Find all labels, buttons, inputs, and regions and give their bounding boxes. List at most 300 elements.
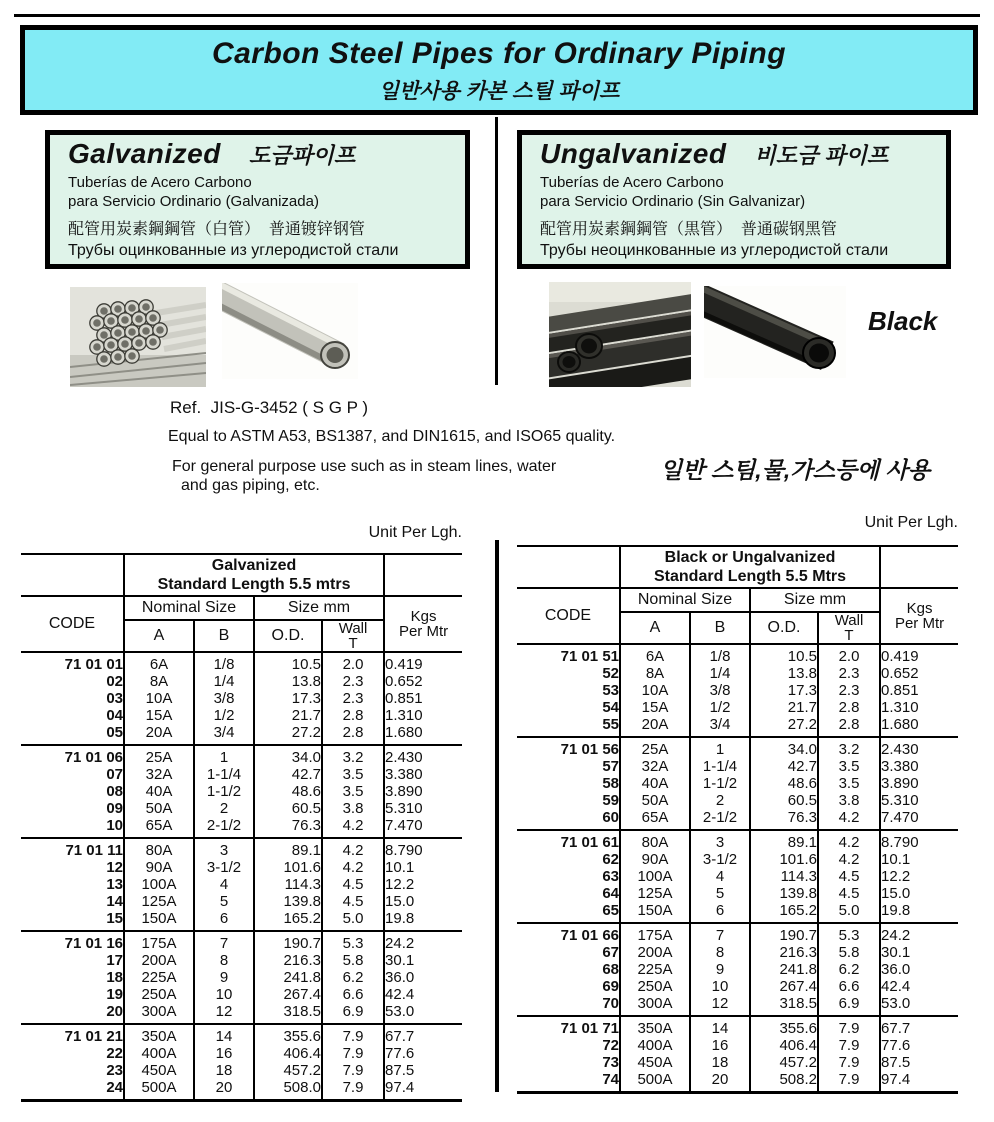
cell-od: 60.5: [750, 792, 818, 809]
cell-nominal-b: 10: [690, 978, 750, 995]
cell-od: 457.2: [254, 1062, 322, 1079]
cell-nominal-a: 100A: [124, 876, 194, 893]
cell-od: 355.6: [750, 1016, 818, 1037]
cell-od: 48.6: [254, 783, 322, 800]
cell-wall-t: 7.9: [322, 1079, 384, 1101]
cell-code: 71 01 71: [560, 1020, 619, 1037]
ungalvanized-chinese-line: 配管用炭素鋼鋼管（黒管） 普通碳钢黑管: [540, 221, 837, 238]
table-span-header: Galvanized Standard Length 5.5 mtrs: [124, 554, 384, 596]
cell-nominal-a: 10A: [620, 682, 690, 699]
cell-nominal-a: 200A: [620, 944, 690, 961]
cell-wall-t: 5.8: [818, 944, 880, 961]
cell-code: 64: [602, 885, 619, 902]
galvanized-title-row: [68, 138, 465, 170]
cell-nominal-b: 6: [690, 902, 750, 923]
cell-kgs-per-mtr: 87.5: [384, 1062, 462, 1079]
cell-nominal-b: 5: [194, 893, 254, 910]
table-row-group: [517, 1016, 958, 1093]
cell-nominal-b: 1/4: [690, 665, 750, 682]
ungalvanized-table-wrap: [517, 545, 958, 1094]
cell-wall-t: 3.2: [322, 745, 384, 766]
galvanized-table: [21, 553, 462, 1102]
cell-wall-t: 3.2: [818, 737, 880, 758]
cell-nominal-a: 6A: [620, 644, 690, 665]
table-row: [517, 885, 958, 902]
cell-od: 10.5: [254, 652, 322, 673]
table-row: [21, 1079, 462, 1101]
ungalvanized-info-box: [517, 130, 951, 269]
table-row: [517, 665, 958, 682]
table-row: [21, 652, 462, 673]
cell-od: 34.0: [254, 745, 322, 766]
cell-od: 76.3: [750, 809, 818, 830]
table-row: [21, 838, 462, 859]
cell-kgs-per-mtr: 77.6: [880, 1037, 958, 1054]
column-header-wall-t: Wall T: [322, 620, 384, 652]
cell-nominal-b: 3-1/2: [194, 859, 254, 876]
cell-od: 216.3: [254, 952, 322, 969]
cell-wall-t: 5.8: [322, 952, 384, 969]
cell-code: 71 01 06: [64, 749, 123, 766]
cell-nominal-b: 1-1/4: [194, 766, 254, 783]
cell-kgs-per-mtr: 87.5: [880, 1054, 958, 1071]
purpose-note-line1: For general purpose use such as in steam lines, water: [172, 458, 557, 475]
cell-nominal-b: 10: [194, 986, 254, 1003]
cell-kgs-per-mtr: 7.470: [880, 809, 958, 830]
cell-code: 05: [106, 724, 123, 741]
cell-nominal-a: 175A: [124, 931, 194, 952]
table-row: [517, 944, 958, 961]
cell-od: 101.6: [254, 859, 322, 876]
cell-nominal-a: 90A: [620, 851, 690, 868]
table-row: [21, 673, 462, 690]
table-row-group: [21, 1024, 462, 1101]
cell-nominal-a: 50A: [620, 792, 690, 809]
table-row: [517, 758, 958, 775]
galvanized-spanish-line2: para Servicio Ordinario (Galvanizada): [68, 193, 319, 210]
column-header-code: CODE: [48, 615, 96, 632]
cell-wall-t: 3.5: [322, 783, 384, 800]
cell-nominal-a: 80A: [620, 830, 690, 851]
cell-code: 68: [602, 961, 619, 978]
cell-nominal-b: 16: [690, 1037, 750, 1054]
cell-nominal-b: 2-1/2: [194, 817, 254, 838]
cell-code: 20: [106, 1003, 123, 1020]
center-divider-tables: [495, 540, 499, 1092]
cell-kgs-per-mtr: 42.4: [880, 978, 958, 995]
cell-code: 19: [106, 986, 123, 1003]
cell-code: 71 01 61: [560, 834, 619, 851]
cell-code: 57: [602, 758, 619, 775]
cell-nominal-a: 125A: [620, 885, 690, 902]
cell-kgs-per-mtr: 1.310: [880, 699, 958, 716]
cell-wall-t: 4.5: [818, 885, 880, 902]
cell-od: 457.2: [750, 1054, 818, 1071]
cell-wall-t: 2.3: [322, 690, 384, 707]
table-row-group: [21, 745, 462, 838]
cell-code: 72: [602, 1037, 619, 1054]
cell-kgs-per-mtr: 97.4: [384, 1079, 462, 1101]
cell-code: 10: [106, 817, 123, 834]
cell-od: 318.5: [254, 1003, 322, 1024]
cell-kgs-per-mtr: 0.851: [384, 690, 462, 707]
cell-kgs-per-mtr: 12.2: [384, 876, 462, 893]
cell-wall-t: 2.3: [818, 682, 880, 699]
column-header-nominal-size: Nominal Size: [124, 596, 254, 620]
cell-kgs-per-mtr: 12.2: [880, 868, 958, 885]
table-row: [21, 910, 462, 931]
table-row: [517, 1054, 958, 1071]
table-row: [21, 724, 462, 745]
cell-od: 10.5: [750, 644, 818, 665]
cell-kgs-per-mtr: 15.0: [880, 885, 958, 902]
column-header-kgs-per-mtr: Kgs Per Mtr: [880, 588, 958, 644]
cell-wall-t: 3.8: [818, 792, 880, 809]
cell-nominal-b: 16: [194, 1045, 254, 1062]
table-row-group: [517, 830, 958, 923]
cell-nominal-b: 5: [690, 885, 750, 902]
cell-code: 04: [106, 707, 123, 724]
table-row: [517, 699, 958, 716]
galvanized-title-korean: 도금파이프: [248, 143, 356, 168]
ungalvanized-spanish-line1: Tuberías de Acero Carbono: [540, 174, 724, 191]
cell-code: 09: [106, 800, 123, 817]
table-row: [21, 1062, 462, 1079]
cell-od: 48.6: [750, 775, 818, 792]
cell-kgs-per-mtr: 42.4: [384, 986, 462, 1003]
cell-wall-t: 2.8: [818, 699, 880, 716]
cell-wall-t: 3.5: [818, 775, 880, 792]
cell-od: 406.4: [254, 1045, 322, 1062]
cell-nominal-b: 1/4: [194, 673, 254, 690]
cell-od: 76.3: [254, 817, 322, 838]
cell-nominal-a: 400A: [620, 1037, 690, 1054]
cell-code: 14: [106, 893, 123, 910]
cell-od: 27.2: [750, 716, 818, 737]
cell-code: 03: [106, 690, 123, 707]
galvanized-chinese-line: 配管用炭素鋼鋼管（白管） 普通镀锌钢管: [68, 221, 365, 238]
cell-wall-t: 4.2: [818, 830, 880, 851]
cell-od: 508.2: [750, 1071, 818, 1093]
cell-code: 12: [106, 859, 123, 876]
column-header-a: A: [620, 612, 690, 644]
cell-code: 55: [602, 716, 619, 733]
cell-wall-t: 7.9: [818, 1054, 880, 1071]
cell-od: 17.3: [750, 682, 818, 699]
ungalvanized-title-korean: 비도금 파이프: [754, 143, 889, 168]
unit-per-length-label-right: Unit Per Lgh.: [864, 514, 958, 531]
galvanized-spanish-line1: Tuberías de Acero Carbono: [68, 174, 252, 191]
cell-od: 114.3: [254, 876, 322, 893]
cell-wall-t: 2.8: [818, 716, 880, 737]
table-row: [21, 986, 462, 1003]
cell-nominal-a: 300A: [124, 1003, 194, 1024]
galvanized-russian-line: Трубы оцинкованные из углеродистой стали: [68, 242, 399, 259]
cell-nominal-a: 200A: [124, 952, 194, 969]
cell-nominal-b: 14: [690, 1016, 750, 1037]
cell-kgs-per-mtr: 5.310: [384, 800, 462, 817]
cell-kgs-per-mtr: 7.470: [384, 817, 462, 838]
cell-nominal-a: 250A: [620, 978, 690, 995]
table-row: [21, 859, 462, 876]
cell-nominal-a: 25A: [124, 745, 194, 766]
galvanized-pipe-photo: [222, 283, 358, 384]
cell-od: 101.6: [750, 851, 818, 868]
cell-kgs-per-mtr: 53.0: [880, 995, 958, 1016]
cell-nominal-a: 125A: [124, 893, 194, 910]
cell-kgs-per-mtr: 3.380: [384, 766, 462, 783]
cell-kgs-per-mtr: 3.890: [384, 783, 462, 800]
cell-kgs-per-mtr: 24.2: [384, 931, 462, 952]
table-row: [517, 923, 958, 944]
table-row: [21, 876, 462, 893]
cell-code: 17: [106, 952, 123, 969]
cell-od: 139.8: [254, 893, 322, 910]
cell-code: 60: [602, 809, 619, 826]
cell-wall-t: 2.0: [322, 652, 384, 673]
cell-kgs-per-mtr: 19.8: [880, 902, 958, 923]
cell-wall-t: 6.6: [322, 986, 384, 1003]
table-row: [21, 817, 462, 838]
cell-wall-t: 5.3: [818, 923, 880, 944]
table-row: [517, 868, 958, 885]
cell-code: 08: [106, 783, 123, 800]
cell-code: 23: [106, 1062, 123, 1079]
table-row: [517, 737, 958, 758]
cell-code: 71 01 66: [560, 927, 619, 944]
cell-nominal-a: 15A: [124, 707, 194, 724]
table-row: [21, 690, 462, 707]
cell-od: 27.2: [254, 724, 322, 745]
cell-wall-t: 4.2: [322, 859, 384, 876]
cell-od: 139.8: [750, 885, 818, 902]
cell-wall-t: 7.9: [322, 1045, 384, 1062]
cell-code: 58: [602, 775, 619, 792]
page-title: Carbon Steel Pipes for Ordinary Piping: [211, 37, 787, 70]
cell-kgs-per-mtr: 1.680: [384, 724, 462, 745]
cell-wall-t: 4.5: [322, 876, 384, 893]
cell-code: 65: [602, 902, 619, 919]
cell-nominal-b: 2-1/2: [690, 809, 750, 830]
cell-kgs-per-mtr: 53.0: [384, 1003, 462, 1024]
table-row: [517, 775, 958, 792]
cell-nominal-b: 1-1/2: [690, 775, 750, 792]
cell-nominal-b: 18: [194, 1062, 254, 1079]
table-row: [517, 830, 958, 851]
cell-kgs-per-mtr: 97.4: [880, 1071, 958, 1093]
cell-nominal-a: 175A: [620, 923, 690, 944]
cell-code: 71 01 16: [64, 935, 123, 952]
reference-note: Ref. JIS-G-3452 ( S G P ): [170, 398, 369, 417]
cell-nominal-a: 225A: [124, 969, 194, 986]
cell-nominal-b: 3-1/2: [690, 851, 750, 868]
cell-code: 52: [602, 665, 619, 682]
column-header-size-mm: Size mm: [254, 596, 384, 620]
table-row: [517, 809, 958, 830]
cell-nominal-b: 1/8: [194, 652, 254, 673]
cell-kgs-per-mtr: 24.2: [880, 923, 958, 944]
black-pipe-photo: [704, 286, 846, 383]
cell-nominal-b: 8: [690, 944, 750, 961]
cell-code: 59: [602, 792, 619, 809]
cell-wall-t: 7.9: [818, 1071, 880, 1093]
cell-nominal-a: 40A: [620, 775, 690, 792]
cell-od: 267.4: [750, 978, 818, 995]
ungalvanized-title: Ungalvanized: [540, 138, 727, 169]
cell-od: 241.8: [750, 961, 818, 978]
purpose-note-korean: 일반 스팀,물,가스등에 사용: [660, 457, 930, 483]
cell-nominal-a: 80A: [124, 838, 194, 859]
column-header-kgs-per-mtr: Kgs Per Mtr: [384, 596, 462, 652]
cell-nominal-b: 6: [194, 910, 254, 931]
cell-nominal-a: 250A: [124, 986, 194, 1003]
table-row: [517, 978, 958, 995]
cell-code: 18: [106, 969, 123, 986]
table-row-group: [21, 838, 462, 931]
cell-kgs-per-mtr: 2.430: [880, 737, 958, 758]
cell-wall-t: 5.3: [322, 931, 384, 952]
column-header-a: A: [124, 620, 194, 652]
cell-nominal-a: 65A: [124, 817, 194, 838]
table-row: [517, 682, 958, 699]
cell-kgs-per-mtr: 3.890: [880, 775, 958, 792]
table-row: [21, 783, 462, 800]
cell-nominal-b: 3/8: [690, 682, 750, 699]
cell-code: 73: [602, 1054, 619, 1071]
table-row: [517, 716, 958, 737]
cell-kgs-per-mtr: 0.851: [880, 682, 958, 699]
cell-kgs-per-mtr: 0.419: [384, 652, 462, 673]
cell-nominal-a: 20A: [124, 724, 194, 745]
table-span-header: Black or Ungalvanized Standard Length 5.5 Mtrs: [620, 546, 880, 588]
cell-od: 42.7: [750, 758, 818, 775]
cell-wall-t: 7.9: [322, 1062, 384, 1079]
header-empty-cell: [880, 546, 958, 588]
cell-wall-t: 3.5: [322, 766, 384, 783]
cell-code: 15: [106, 910, 123, 927]
main-header-box: [20, 25, 978, 115]
cell-wall-t: 6.6: [818, 978, 880, 995]
ungalvanized-table: [517, 545, 958, 1094]
cell-nominal-a: 450A: [620, 1054, 690, 1071]
cell-nominal-b: 8: [194, 952, 254, 969]
black-pipes-bundle-photo: [549, 282, 691, 392]
cell-wall-t: 2.3: [818, 665, 880, 682]
table-row: [517, 961, 958, 978]
table-row: [21, 745, 462, 766]
cell-od: 17.3: [254, 690, 322, 707]
cell-nominal-a: 8A: [620, 665, 690, 682]
cell-wall-t: 6.2: [322, 969, 384, 986]
cell-od: 89.1: [254, 838, 322, 859]
cell-nominal-a: 500A: [124, 1079, 194, 1101]
table-row: [517, 792, 958, 809]
table-row: [517, 995, 958, 1016]
column-header-wall-t: Wall T: [818, 612, 880, 644]
column-header-code: CODE: [544, 607, 592, 624]
cell-nominal-a: 10A: [124, 690, 194, 707]
cell-code: 07: [106, 766, 123, 783]
black-label: Black: [868, 306, 938, 336]
cell-od: 165.2: [254, 910, 322, 931]
cell-nominal-b: 3/4: [194, 724, 254, 745]
galvanized-table-wrap: [21, 553, 462, 1102]
cell-code: 24: [106, 1079, 123, 1096]
table-row-group: [517, 644, 958, 737]
cell-wall-t: 4.5: [818, 868, 880, 885]
cell-kgs-per-mtr: 10.1: [880, 851, 958, 868]
table-row: [517, 851, 958, 868]
cell-code: 63: [602, 868, 619, 885]
cell-od: 241.8: [254, 969, 322, 986]
cell-kgs-per-mtr: 0.652: [880, 665, 958, 682]
column-header-od: O.D.: [254, 620, 322, 652]
cell-wall-t: 2.0: [818, 644, 880, 665]
cell-wall-t: 7.9: [322, 1024, 384, 1045]
cell-od: 114.3: [750, 868, 818, 885]
cell-nominal-b: 9: [690, 961, 750, 978]
cell-nominal-a: 300A: [620, 995, 690, 1016]
center-divider-upper: [495, 117, 498, 385]
cell-od: 190.7: [254, 931, 322, 952]
cell-od: 42.7: [254, 766, 322, 783]
cell-kgs-per-mtr: 30.1: [384, 952, 462, 969]
cell-nominal-a: 225A: [620, 961, 690, 978]
table-row: [517, 644, 958, 665]
unit-per-length-label-left: Unit Per Lgh.: [368, 524, 462, 541]
galvanized-title: Galvanized: [68, 138, 221, 169]
cell-kgs-per-mtr: 77.6: [384, 1045, 462, 1062]
cell-code: 22: [106, 1045, 123, 1062]
cell-nominal-a: 8A: [124, 673, 194, 690]
cell-nominal-a: 32A: [124, 766, 194, 783]
cell-wall-t: 4.2: [322, 838, 384, 859]
cell-od: 190.7: [750, 923, 818, 944]
ungalvanized-title-row: [540, 138, 946, 170]
cell-wall-t: 4.2: [322, 817, 384, 838]
cell-nominal-b: 18: [690, 1054, 750, 1071]
cell-nominal-b: 12: [194, 1003, 254, 1024]
cell-nominal-b: 4: [690, 868, 750, 885]
cell-nominal-b: 1/2: [690, 699, 750, 716]
cell-nominal-b: 1-1/4: [690, 758, 750, 775]
cell-kgs-per-mtr: 67.7: [384, 1024, 462, 1045]
cell-nominal-b: 20: [690, 1071, 750, 1093]
cell-kgs-per-mtr: 36.0: [880, 961, 958, 978]
cell-wall-t: 3.5: [818, 758, 880, 775]
cell-nominal-a: 20A: [620, 716, 690, 737]
cell-code: 70: [602, 995, 619, 1012]
cell-od: 89.1: [750, 830, 818, 851]
purpose-note-line2: and gas piping, etc.: [181, 477, 320, 494]
table-row: [21, 969, 462, 986]
cell-code: 54: [602, 699, 619, 716]
cell-nominal-a: 400A: [124, 1045, 194, 1062]
cell-code: 71 01 01: [64, 656, 123, 673]
cell-nominal-b: 1: [194, 745, 254, 766]
cell-nominal-a: 65A: [620, 809, 690, 830]
cell-code: 02: [106, 673, 123, 690]
table-row: [21, 766, 462, 783]
cell-nominal-a: 90A: [124, 859, 194, 876]
cell-kgs-per-mtr: 67.7: [880, 1016, 958, 1037]
cell-wall-t: 4.2: [818, 851, 880, 868]
cell-kgs-per-mtr: 19.8: [384, 910, 462, 931]
cell-nominal-a: 100A: [620, 868, 690, 885]
cell-od: 406.4: [750, 1037, 818, 1054]
cell-nominal-b: 9: [194, 969, 254, 986]
cell-od: 34.0: [750, 737, 818, 758]
